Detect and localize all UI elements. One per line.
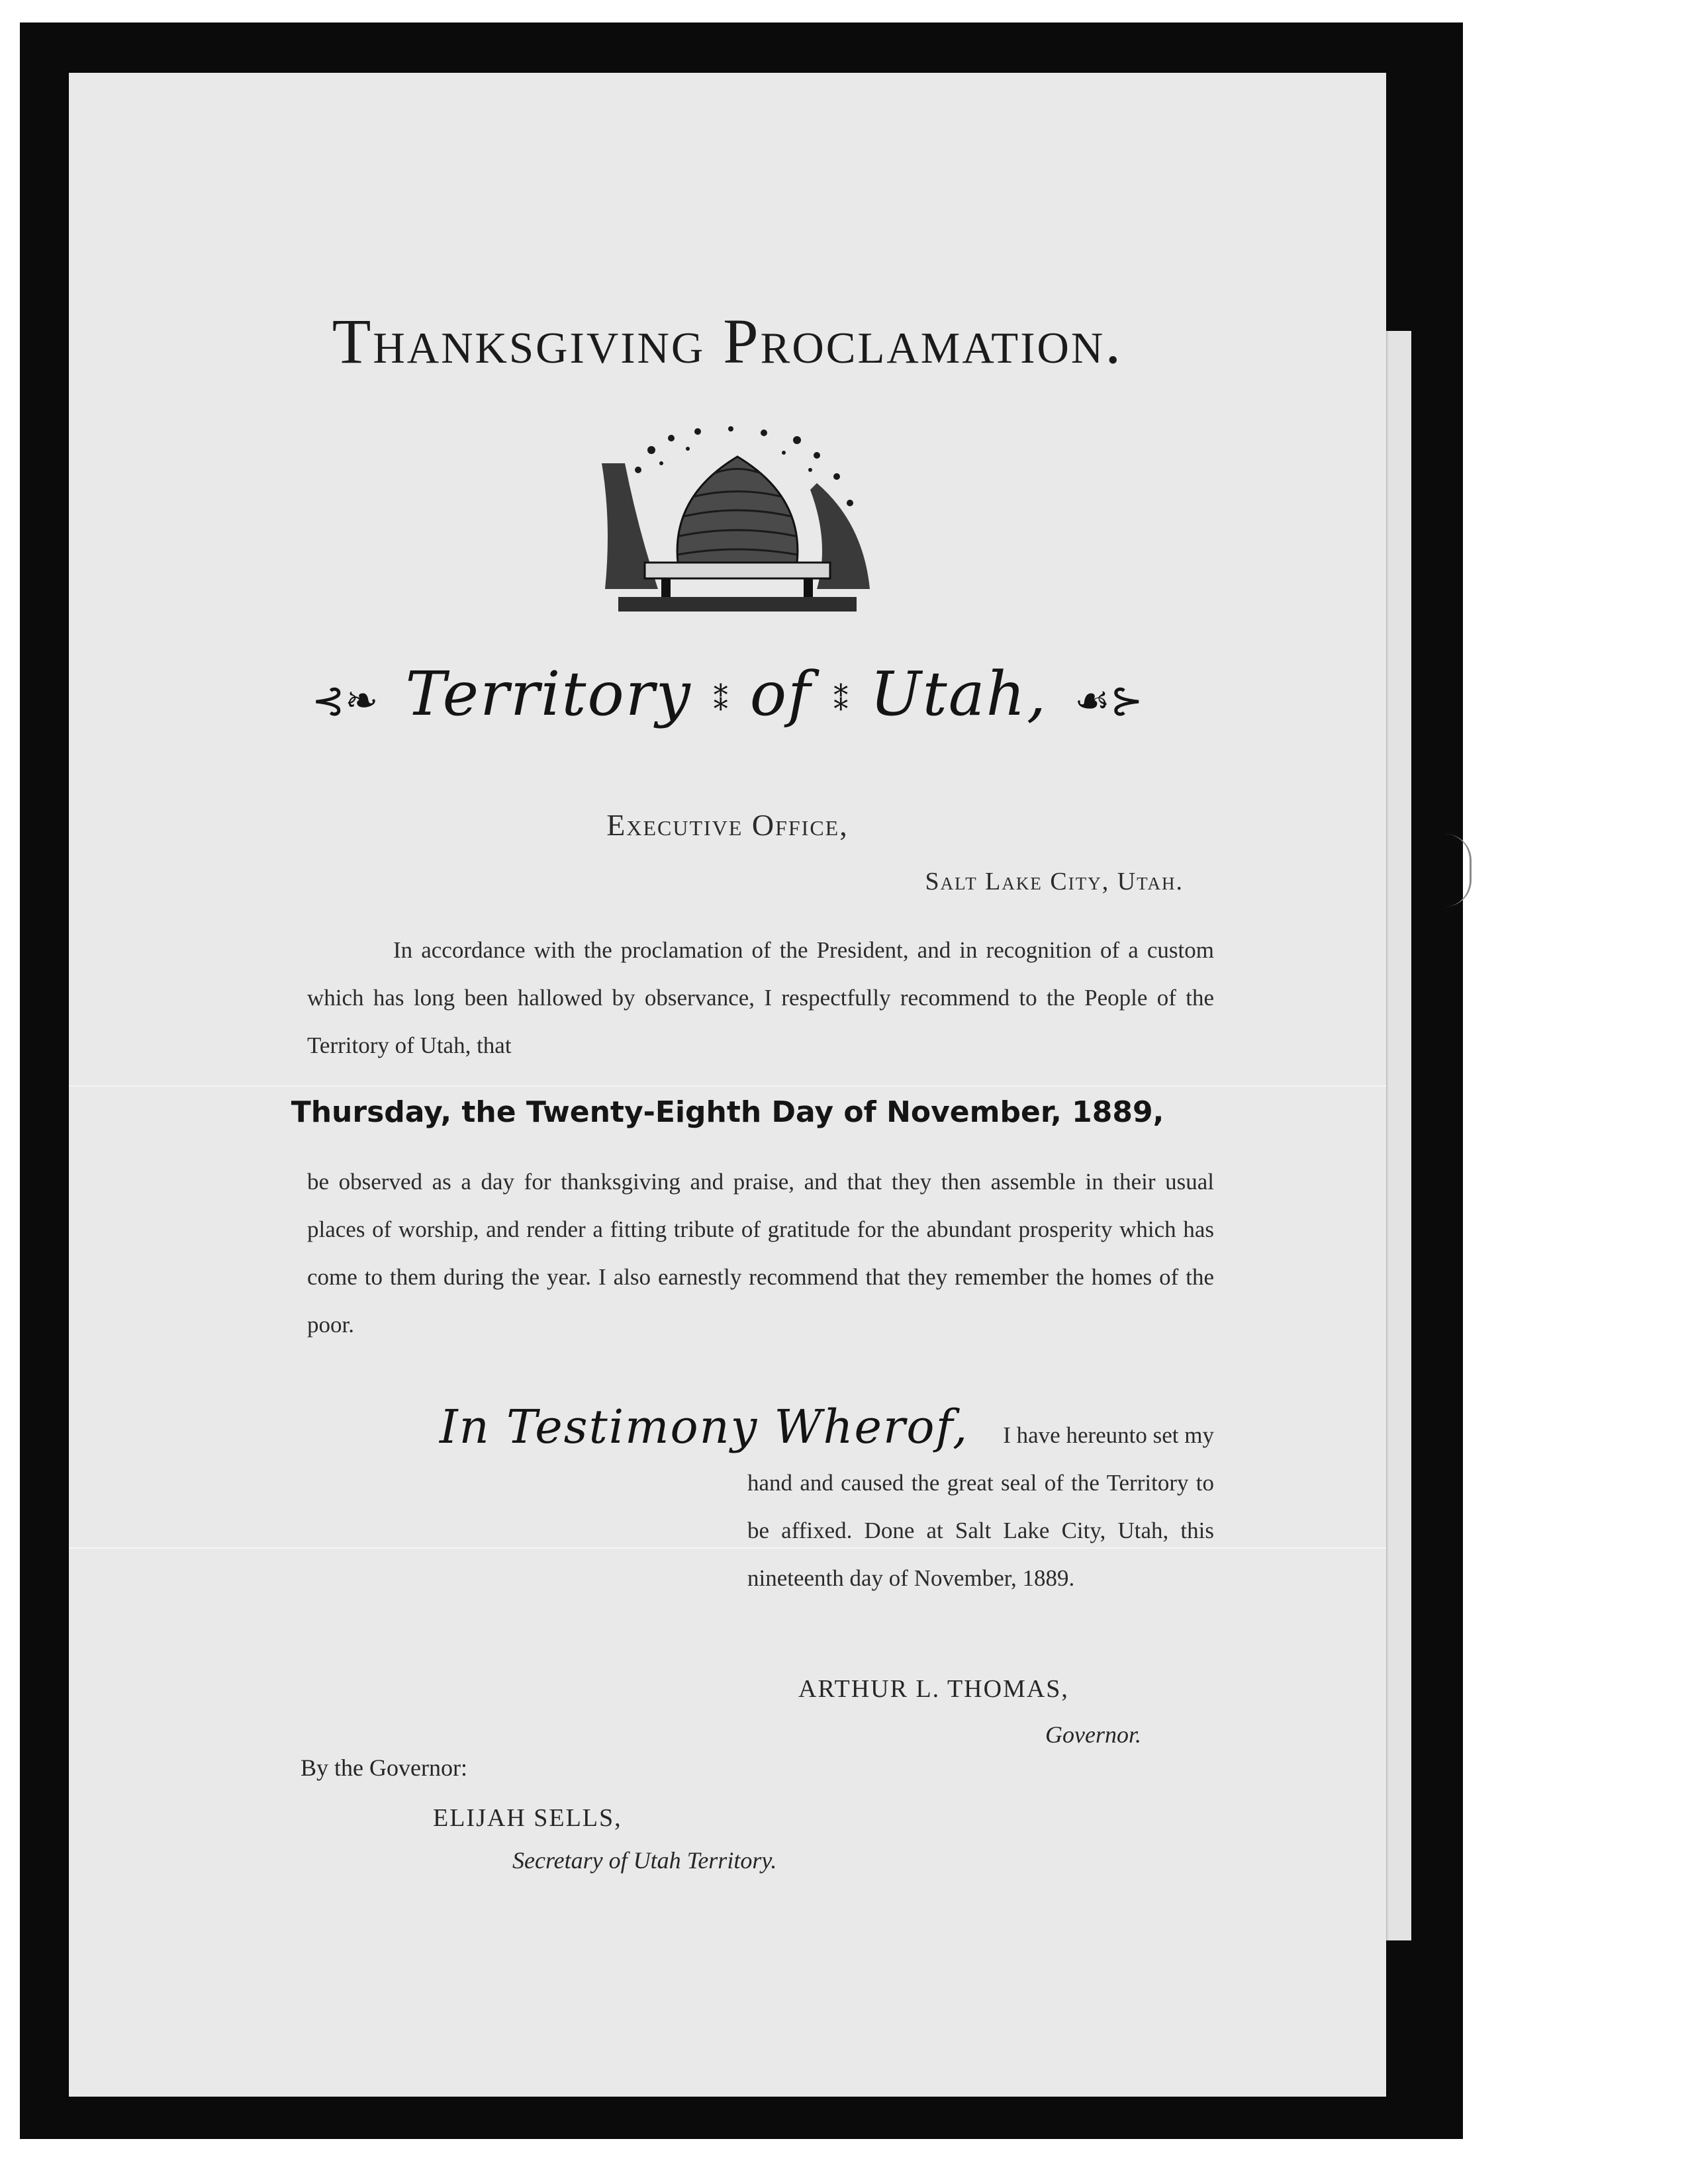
signer-name: ARTHUR L. THOMAS, [798,1675,1069,1703]
paragraph-body: be observed as a day for thanksgiving and praise, and that they then assemble in their usual places of worship, and render a fitting tribute of gratitude for the abundant prosperity which has come to them during the year. I also earnestly recommend that they remember the homes of the poor. [307,1169,1214,1338]
ornament-dot-icon: ⁑ [833,684,849,717]
ornament-dot-icon: ⁑ [713,684,728,717]
testimony-first-text: I have hereunto set my [1003,1422,1214,1448]
territory-heading [69,659,1386,729]
executive-office: Executive Office, [606,808,849,842]
signer-title: Governor. [1045,1721,1141,1748]
testimony-first-line [440,1400,1214,1459]
beehive-icon [598,424,876,615]
testimony-heading: In Testimony Wherof, [440,1400,969,1454]
thanksgiving-date: Thursday, the Twenty-Eighth Day of November, 1889, [291,1095,1164,1129]
stray-paper-mark [1430,834,1472,907]
location-line: Salt Lake City, Utah. [925,868,1184,895]
fold-crease [69,1085,1386,1087]
testimony-rest-text: hand and caused the great seal of the Territory to be affixed. Done at Salt Lake City, Utah, this nineteenth day of November, 1889. [747,1470,1214,1591]
document-title: Thanksgiving Proclamation. [332,306,1123,377]
secretary-title: Secretary of Utah Territory. [512,1847,777,1874]
territory-word: Territory [405,659,692,729]
by-governor-label: By the Governor: [301,1754,467,1781]
secretary-name: ELIJAH SELLS, [433,1804,622,1832]
paragraph-intro: In accordance with the proclamation of the President, and in recognition of a custom which has long been hallowed by observance, I respectfully recommend to the People of the Territory of Utah, that [307,937,1214,1058]
flourish-left-icon: ⊰❧ [311,678,379,723]
flourish-right-icon: ☙⊱ [1074,678,1144,723]
testimony-block [440,1400,1214,1602]
utah-word: Utah, [870,659,1048,729]
of-word: of [749,659,812,729]
proclamation-page [69,73,1386,2097]
